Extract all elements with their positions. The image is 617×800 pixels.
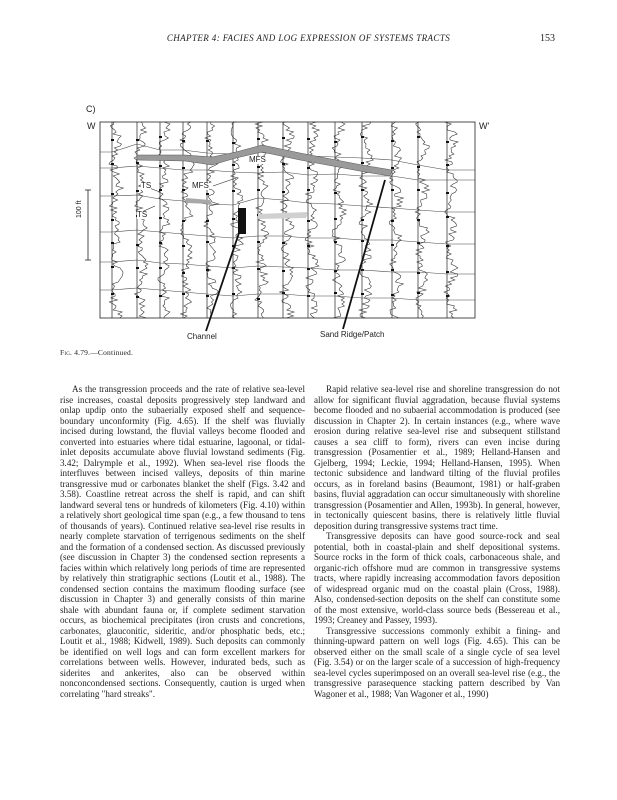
depth-tick [307,220,310,222]
depth-tick [159,217,162,219]
depth-tick [307,167,310,169]
mfs-upper-label: MFS [249,155,266,164]
right-column [314,384,560,699]
depth-tick [446,216,449,218]
depth-tick [391,140,394,142]
figure-caption [60,348,133,357]
sand-ridge-arrow [343,180,385,329]
depth-tick [446,192,449,194]
depth-tick [159,242,162,244]
ts-lower-label: TS [137,210,148,219]
depth-tick [136,139,139,141]
east-label: W' [479,121,490,131]
page-number: 153 [540,33,555,44]
depth-tick [182,272,185,274]
depth-tick [257,268,260,270]
depth-tick [334,241,337,243]
right-paragraph-3: Transgressive successions commonly exhibit a fining- and thinning-upward pattern on well logs (Fig. 4.65). This can be observed either on the small scale of a single cycle of sea level (Fig. 3.54) or on the larger scale of a succession of high-frequency sea-level cycles superimposed on an overall sea-level rise (e.g., the transgressive parasequence stacking pattern described by Van Wagoner et al., 1988; Van Wagoner et al., 1990) [314,625,560,699]
depth-tick [334,141,337,143]
depth-tick [182,140,185,142]
depth-tick [232,218,235,220]
depth-tick [446,271,449,273]
sand-ridge-label: Sand Ridge/Patch [320,330,385,339]
depth-tick [417,292,420,294]
ts-upper-label: TS [141,181,152,190]
depth-tick [206,193,209,195]
depth-tick [307,189,310,191]
depth-tick [257,298,260,300]
depth-tick [159,295,162,297]
depth-tick [206,241,209,243]
depth-tick [391,269,394,271]
depth-tick [232,164,235,166]
depth-tick [282,242,285,244]
depth-tick [282,191,285,193]
mfs-lower-label: MFS [192,181,209,190]
caption-suffix: .—Continued. [88,348,134,357]
depth-tick [136,190,139,192]
depth-tick [159,165,162,167]
depth-tick [182,220,185,222]
depth-tick [391,167,394,169]
depth-tick [136,244,139,246]
left-column [60,384,305,699]
depth-tick [307,138,310,140]
caption-figure-ref: Fig. 4.79 [60,348,89,357]
correlation-line [100,230,475,244]
depth-tick [111,163,114,165]
depth-tick [111,193,114,195]
mfs-lower-leader [213,178,236,186]
depth-tick [111,219,114,221]
depth-tick [361,189,364,191]
depth-tick [206,295,209,297]
depth-tick [361,219,364,221]
depth-tick [159,189,162,191]
depth-tick [232,190,235,192]
depth-tick [182,189,185,191]
depth-tick [391,189,394,191]
depth-tick [257,138,260,140]
depth-tick [206,140,209,142]
log-trace [158,122,171,318]
depth-tick [111,139,114,141]
right-paragraph-1: Rapid relative sea-level rise and shoreline transgression do not allow for significant fluvial aggradation, because fluvial systems become flooded and no subaerial accommodation is produced (see discussion in Chapter 2). In certain instances (e.g., where wave erosion during relative sea-level rise and subsequent stillstand causes a sea cliff to form), rivers can even incise during transgression (Posamentier et al., 1989; Helland-Hansen and Gjelberg, 1994; Leckie, 1994; Helland-Hansen, 1995). When tectonic subsidence and landward tilting of the fluvial profiles occurs, as in foreland basins (Beaumont, 1981) or half-graben basins, fluvial aggradation can occur simultaneously with shoreline transgression (Posamentier and Allen, 1993b). In general, however, in tectonically quiescent basins, there is relatively little fluvial deposition during transgressive systems tract time. [314,384,560,531]
depth-tick [136,162,139,164]
depth-tick [361,162,364,164]
depth-tick [334,292,337,294]
correlation-line [100,260,475,274]
depth-tick [417,189,420,191]
depth-tick [159,267,162,269]
ts-shaded-wedge [186,198,212,204]
depth-tick [159,136,162,138]
depth-tick [391,220,394,222]
depth-tick [257,189,260,191]
depth-tick [307,245,310,247]
depth-tick [361,293,364,295]
depth-tick [334,192,337,194]
depth-tick [417,166,420,168]
depth-tick [391,294,394,296]
depth-tick [446,164,449,166]
depth-tick [111,293,114,295]
channel-arrow [206,230,240,331]
depth-tick [111,266,114,268]
depth-tick [446,295,449,297]
channel-label: Channel [187,332,217,341]
west-label: W [87,121,96,131]
panel-label: C) [86,104,96,114]
depth-tick [111,242,114,244]
depth-tick [136,296,139,298]
well-log-cross-section [0,0,617,350]
scale-label: 100 ft [76,200,83,218]
depth-tick [391,244,394,246]
depth-tick [282,137,285,139]
depth-tick [232,142,235,144]
depth-tick [446,141,449,143]
chapter-title: CHAPTER 4: FACIES AND LOG EXPRESSION OF SYSTEMS TRACTS [166,33,451,43]
left-paragraph-1: As the transgression proceeds and the rate of relative sea-level rise increases, coastal deposits progressively step landward and onlap updip onto the subaerially exposed shelf and sequence-boundary unconformity (Fig. 4.65). If the shelf was fluvially incised during lowstand, the fluvial valleys become flooded and converted into estuaries where tidal estuarine, lagoonal, or tidal-inlet deposits accumulate above fluvial lowstand sediments (Fig. 3.42; Dalrymple et al., 1992). When sea-level rise floods the interfluves between incised valleys, deposits of thin marine transgressive mud or carbonates blanket the shelf (Figs. 3.42 and 3.58). Coastline retreat across the shelf is rapid, and can shift landward several tens or hundreds of kilometers (Fig. 4.10) within a relatively short geological time span (e.g., a few thousand to tens of thousands of years). Continued relative sea-level rise results in nearly complete starvation of terrigenous sediments on the shelf and the formation of a condensed section. As discussed previously (see discussion in Chapter 3) the condensed section represents a facies within which relatively long periods of time are represented by relatively thin stratigraphic sections (Loutit et al., 1988). The condensed section contains the maximum flooding surface (see discussion in Chapter 3) and generally consists of thin marine shale with abundant fauna or, if complete sediment starvation occurs, as biochemical precipitates (iron crusts and concretions, carbonates, glauconitic, sideritic, and/or phosphatic beds, etc.; Loutit et al., 1988; Kidwell, 1989). Such deposits can commonly be identified on well logs and can form excellent markers for correlations between wells. However, indurated beds, such as siderites and ankerites, also can be observed within nonconcondensed sections. Consequently, caution is urged when correlating "hard streaks". [60,384,305,699]
depth-tick [417,219,420,221]
depth-tick [334,218,337,220]
depth-tick [257,241,260,243]
depth-tick [446,245,449,247]
depth-tick [257,166,260,168]
depth-tick [206,220,209,222]
depth-tick [282,163,285,165]
depth-tick [182,245,185,247]
right-paragraph-2: Transgressive deposits can have good source-rock and seal potential, both in coastal-plain and shelf depositional systems. Source rocks in the form of thick coals, carbonaceous shale, and organic-rich offshore mud are common in transgressive systems tracts, where rapidly increasing accommodation favors deposition of widespread organic mud on the coastal plain (Cross, 1988). Also, condensed-section deposits on the shelf can constitute some of the most extensive, world-class source beds (Bessereau et al., 1993; Creaney and Passey, 1993). [314,531,560,625]
depth-tick [182,167,185,169]
depth-tick [182,293,185,295]
channel-fill-light [258,212,308,219]
depth-tick [417,136,420,138]
depth-tick [282,270,285,272]
depth-tick [232,293,235,295]
depth-tick [206,269,209,271]
depth-tick [361,136,364,138]
depth-tick [136,267,139,269]
log-trace [444,122,458,318]
